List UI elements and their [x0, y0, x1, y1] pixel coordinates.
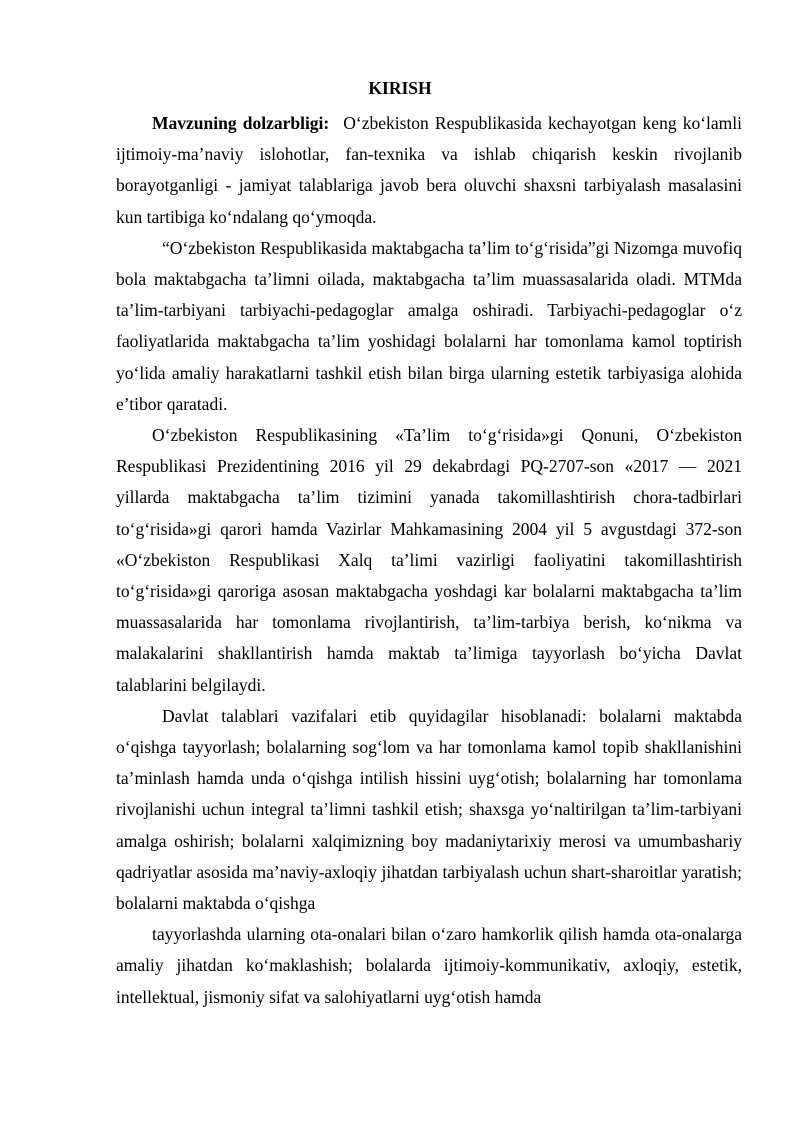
- paragraph-2: “O‘zbekiston Respublikasida maktabgacha ta’lim to‘g‘risida”gi Nizomga muvofiq bola maktabgacha ta’limni oilada, maktabgacha ta’lim muassasalarida oladi. MTMda ta’lim-tarbiyani tarbiyachi-pedagoglar amalga oshiradi. Tarbiyachi-pedagoglar o‘z faoliyatlarida maktabgacha ta’lim yoshidagi bolalarni har tomonlama kamol toptirish yo‘lida amaliy harakatlarni tashkil etish bilan birga ularning estetik tarbiyasiga alohida e’tibor qaratadi.: [116, 237, 742, 414]
- paragraph-5: tayyorlashda ularning ota-onalari bilan o‘zaro hamkorlik qilish hamda ota-onalarga amaliy jihatdan ko‘maklashish; bolalarda ijtimoiy-kommunikativ, axloqiy, estetik, intellektual, jismoniy sifat va salohiyatlarni uyg‘otish hamda: [116, 924, 742, 1007]
- paragraph-1: [116, 108, 742, 233]
- lead-label: Mavzuning dolzarbligi:: [152, 113, 330, 133]
- paragraph-3: O‘zbekiston Respublikasining «Ta’lim to‘g‘risida»gi Qonuni, O‘zbekiston Respublikasi Prezidentining 2016 yil 29 dekabrdagi PQ-2707-son «2017 — 2021 yillarda maktabgacha ta’lim tizimini yanada takomillashtirish chora-tadbirlari to‘g‘risida»gi qarori hamda Vazirlar Mahkamasining 2004 yil 5 avgustdagi 372-son «O‘zbekiston Respublikasi Xalq ta’limi vazirligi faoliyatini takomillashtirish to‘g‘risida»gi qaroriga asosan maktabgacha yoshdagi kar bolalarni maktabgacha ta’lim muassasalarida har tomonlama rivojlantirish, ta’lim-tarbiya berish, ko‘nikma va malakalarini shakllantirish hamda maktab ta’limiga tayyorlash bo‘yicha Davlat talablarini belgilaydi.: [116, 425, 742, 695]
- paragraph-4: Davlat talablari vazifalari etib quyidagilar hisoblanadi: bolalarni maktabda o‘qishga tayyorlash; bolalarning sog‘lom va har tomonlama kamol topib shakllanishini ta’minlash hamda unda o‘qishga intilish hissini uyg‘otish; bolalarning har tomonlama rivojlanishi uchun integral ta’limni tashkil etish; shaxsga yo‘naltirilgan ta’lim-tarbiyani amalga oshirish; bolalarni xalqimizning boy madaniytarixiy merosi va umumbashariy qadriyatlar asosida ma’naviy-axloqiy jihatdan tarbiyalash uchun shart-sharoitlar yaratish; bolalarni maktabda o‘qishga: [116, 705, 742, 914]
- paragraph-1-text: O‘zbekiston Respublikasida kechayotgan keng ko‘lamli ijtimoiy-ma’naviy islohotlar, fan-texnika va ishlab chiqarish keskin rivojlanib borayotganligi - jamiyat talablariga javob bera oluvchi shaxsni tarbiyalash masalasini kun tartibiga ko‘ndalang qo‘ymoqda.: [116, 113, 742, 227]
- document-body: [116, 108, 742, 1013]
- page-title: KIRISH: [368, 78, 432, 98]
